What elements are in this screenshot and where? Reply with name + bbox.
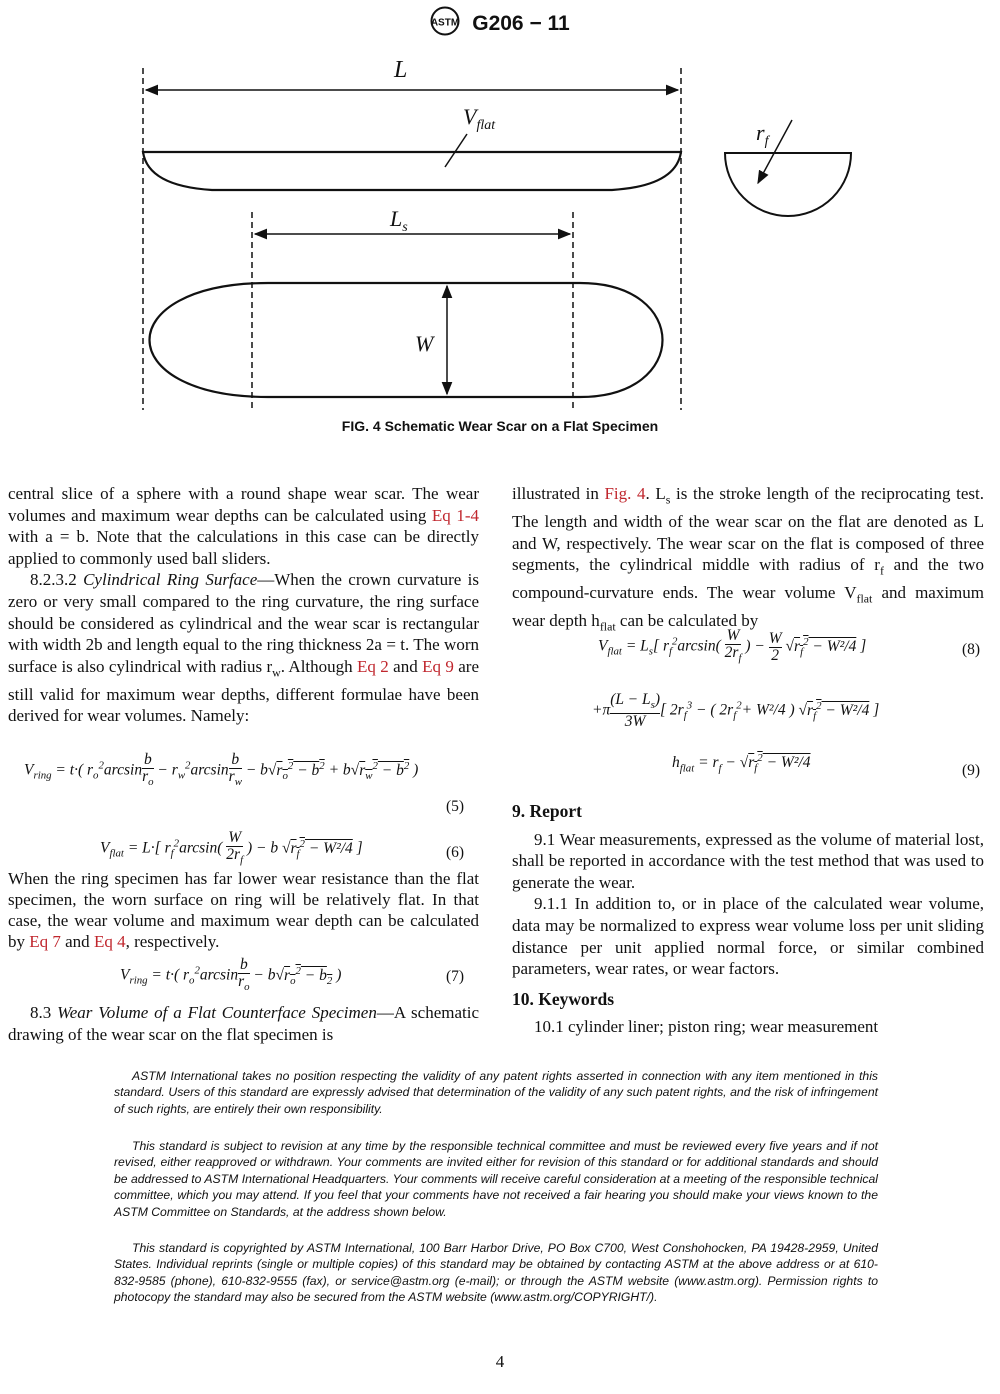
section-10-1: 10.1 cylinder liner; piston ring; wear measurement — [534, 1017, 879, 1037]
equation-9-number: (9) — [962, 762, 981, 779]
equation-8-line-2: +π $\frac{(L - L_s)}{3W}$ [ $2r_f^3$ − ( $2r_f^2+ W^2/4$ ) $√r_f^2 - W^2/4$ ] — [592, 691, 880, 731]
label-W: W — [415, 331, 434, 356]
equation-6-number: (6) — [446, 844, 465, 861]
eq-2-link[interactable]: Eq 2 — [357, 656, 389, 676]
report-section — [512, 801, 984, 1038]
standard-designation: G206 − 11 — [472, 11, 570, 35]
label-rf: $r_f$ — [756, 120, 769, 149]
section-9-1: 9.1 Wear measurements, expressed as the volume of material lost, shall be reported in accordance with the test method that was used to generate the wear. — [512, 829, 984, 892]
label-L: L — [394, 57, 408, 83]
eq-4-link[interactable]: Eq 4 — [93, 932, 126, 951]
eq-9-link[interactable]: Eq 9 — [422, 656, 454, 676]
left-column — [8, 483, 479, 727]
svg-text:ASTM: ASTM — [431, 17, 460, 29]
section-10-heading: 10. Keywords — [512, 988, 615, 1009]
patent-notice: ASTM International takes no position respecting the validity of any patent rights asserted in connection with any item mentioned in this standard. Users of this standard are expressly advised that determination of the validity of any such patent rights, and the risk of infringement of such rights, are entirely their own responsibility. — [114, 1069, 878, 1116]
label-vflat: $V_{flat}$ — [463, 104, 496, 133]
flat-scar-top-outline — [150, 283, 663, 397]
vflat-leader-line — [445, 134, 467, 167]
label-ls: $L_s$ — [390, 206, 408, 235]
equation-5: $V_{ring} = t\cdot$( $r_o^2\arcsin$ $\frac{b}{r_o}$ − $r_w^2\arcsin$ $\frac{b}{r_w}$ − $b√r_o^2 - b^2 + b√r_w^2 - b^2$ ) — [24, 751, 419, 789]
cylindrical-ring-paragraph: 8.2.3.2 Cylindrical Ring Surface—When the crown curvature is zero or very small compared to the ring curvature, the ring surface should be considered as cylindrical and the wear scar is rectangular with width 2b and length equal to the ring thickness 2a = t. The worn surface is also cylindrical with radius $r_w$. Although Eq 2 and Eq 9 are still valid for maximum wear depths, different formulae have been derived for wear volumes. Namely: — [8, 570, 479, 726]
page-number: 4 — [495, 1352, 505, 1371]
fig-4-link[interactable]: Fig. 4 — [604, 484, 646, 503]
equation-8-line-1: $V_{flat} = L_s$[ $r_f^2\arcsin$( $\frac{W}{2r_f}$ ) − $\frac{W}{2}$ $√r_f^2 - W^2/4$ ] — [598, 627, 867, 665]
equation-9: $h_{flat} = r_f - √r_f^2 - W^2/4$ — [672, 752, 811, 775]
section-9-heading: 9. Report — [512, 801, 582, 821]
equation-7: $V_{ring} = t\cdot$( $r_o^2\arcsin$ $\frac{b}{r_o}$ − $b√r_o^2 - b_2$ ) — [120, 956, 342, 994]
equation-5-number: (5) — [446, 798, 465, 815]
equation-8-number: (8) — [962, 641, 981, 658]
section-9-1-1: 9.1.1 In addition to, or in place of the calculated wear volume, data may be normalized to express wear volume loss per unit sliding distance per unit applied normal force, or similar combined parameters, wear rates, or wear factors. — [512, 894, 984, 979]
page-header — [0, 6, 1000, 41]
right-column-intro: illustrated in Fig. 4. $L_s$ is the stroke length of the reciprocating test. The length and width of the wear scar on the flat are denoted as L and W, respectively. The wear scar on the flat is composed of three segments, the cylindrical middle with radius of $r_f$ and the two compound-curvature ends. The wear volume $V_{flat}$ and maximum wear depth $h_{flat}$ can be calculated by — [512, 484, 985, 634]
equation-7-number: (7) — [446, 968, 465, 985]
ball-slider-paragraph: central slice of a sphere with a round shape wear scar. The wear volumes and maximum wear depths can be calculated using Eq 1-4 with a = b. Note that the calculations in this case can be directly applied to commonly used ball sliders. — [8, 484, 479, 568]
equation-6: $V_{flat} = L\cdot$[ $r_f^2\arcsin$( $\frac{W}{2r_f}$ ) − b $√r_f^2 - W^2/4$ ] — [100, 829, 363, 867]
revision-notice: This standard is subject to revision at any time by the responsible technical committee and must be reviewed every five years and if not revised, either reapproved or withdrawn. Your comments are invited either for revision of this standard or for additional standards and should be addressed to ASTM International Headquarters. Your comments will receive careful consideration at a meeting of the responsible technical committee, which you may attend. If you feel that your comments have not received a fair hearing you should make your views known to the ASTM Committee on Standards, at the address shown below. — [114, 1139, 878, 1219]
figure-caption: FIG. 4 Schematic Wear Scar on a Flat Specimen — [341, 418, 659, 434]
cylindrical-section-shape — [725, 153, 851, 216]
flat-ring-paragraph: When the ring specimen has far lower wear resistance than the flat specimen, the worn surface on ring will be relatively flat. In that case, the wear volume and maximum wear depth can be calculated by Eq 7 and Eq 4, respectively. — [8, 869, 479, 951]
astm-logo-icon — [430, 6, 460, 41]
flat-counterface-paragraph: 8.3 Wear Volume of a Flat Counterface Specimen—A schematic drawing of the wear scar on the flat specimen is — [8, 1003, 479, 1044]
wear-scar-figure — [0, 40, 1000, 418]
copyright-notice: This standard is copyrighted by ASTM International, 100 Barr Harbor Drive, PO Box C700, West Conshohocken, PA 19428-2959, United States. Individual reprints (single or multiple copies) of this standard may be obtained by contacting ASTM at the above address or at 610-832-9585 (phone), 610-832-9555 (fax), or service@astm.org (e-mail); or through the ASTM website (www.astm.org). Permission rights to photocopy the standard may also be secured from the ASTM website (www.astm.org/COPYRIGHT/). — [114, 1241, 878, 1305]
eq-7-link[interactable]: Eq 7 — [29, 932, 61, 951]
eq-1-4-link[interactable]: Eq 1-4 — [431, 505, 479, 525]
flat-scar-side-profile — [143, 152, 681, 190]
